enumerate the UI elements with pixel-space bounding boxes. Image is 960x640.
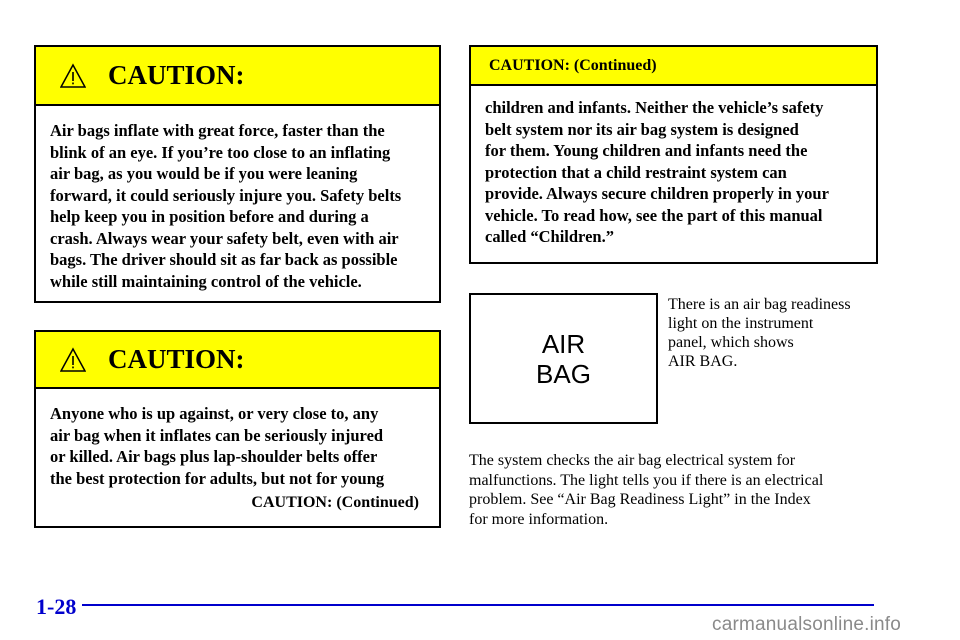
text-line: vehicle. To read how, see the part of this manual	[485, 205, 823, 225]
text-line: air bag when it inflates can be seriously injured	[50, 425, 384, 445]
caution-box-1	[34, 45, 441, 303]
text-line: for more information.	[469, 510, 609, 528]
text-line: light on the instrument	[668, 315, 814, 332]
text-line: while still maintaining control of the vehicle.	[50, 271, 362, 291]
caution-box-3	[469, 45, 878, 264]
caution-title: CAUTION:	[108, 344, 245, 374]
text-line: There is an air bag readiness	[668, 296, 851, 313]
caution-header	[36, 47, 439, 106]
footer-rule	[82, 604, 874, 606]
caution-continued-label: CAUTION: (Continued)	[251, 494, 419, 511]
text-line: crash. Always wear your safety belt, even with air	[50, 228, 399, 248]
page-number: 1-28	[36, 594, 77, 619]
text-line: Anyone who is up against, or very close to, any	[50, 404, 379, 423]
text-line: The system checks the air bag electrical system for	[469, 452, 796, 469]
text-line: Air bags inflate with great force, faster than the	[50, 121, 385, 140]
text-line: protection that a child restraint system can	[485, 162, 787, 182]
text-line: AIR BAG.	[668, 353, 738, 370]
text-line: forward, it could seriously injure you. Safety belts	[50, 185, 402, 205]
caution-header	[471, 47, 876, 86]
text-line: belt system nor its air bag system is designed	[485, 119, 799, 139]
text-line: for them. Young children and infants need the	[485, 141, 808, 160]
system-check-paragraph	[469, 451, 879, 529]
text-line: help keep you in position before and during a	[50, 207, 369, 226]
caution-header	[36, 332, 439, 389]
airbag-light-text-line1: AIR	[541, 328, 586, 359]
text-line: problem. See “Air Bag Readiness Light” in the Index	[469, 491, 811, 508]
caution-title: CAUTION:	[108, 60, 245, 90]
text-line: called “Children.”	[485, 227, 614, 246]
text-line: provide. Always secure children properly in your	[485, 184, 829, 203]
text-line: or killed. Air bags plus lap-shoulder belts offer	[50, 447, 378, 466]
caution-body	[36, 389, 439, 514]
text-line: air bag, as you would be if you were leaning	[50, 164, 358, 183]
watermark: carmanualsonline.info	[712, 614, 902, 635]
readiness-light-description	[668, 295, 883, 371]
text-line: malfunctions. The light tells you if there is an electrical	[469, 471, 824, 489]
caution-body	[36, 106, 439, 292]
caution-box-2	[34, 330, 441, 528]
warning-triangle-icon	[60, 347, 86, 373]
text-line: bags. The driver should sit as far back as possible	[50, 250, 398, 269]
warning-triangle-icon	[60, 63, 86, 89]
text-line: blink of an eye. If you’re too close to an inflating	[50, 142, 391, 162]
caution-body	[471, 86, 876, 248]
text-line: children and infants. Neither the vehicle’s safety	[485, 98, 824, 117]
caution-continued-header: CAUTION: (Continued)	[489, 56, 657, 74]
airbag-light-text-line2: BAG	[536, 358, 591, 389]
airbag-readiness-light	[469, 293, 658, 424]
text-line: the best protection for adults, but not for young	[50, 468, 385, 488]
text-line: panel, which shows	[668, 334, 794, 351]
